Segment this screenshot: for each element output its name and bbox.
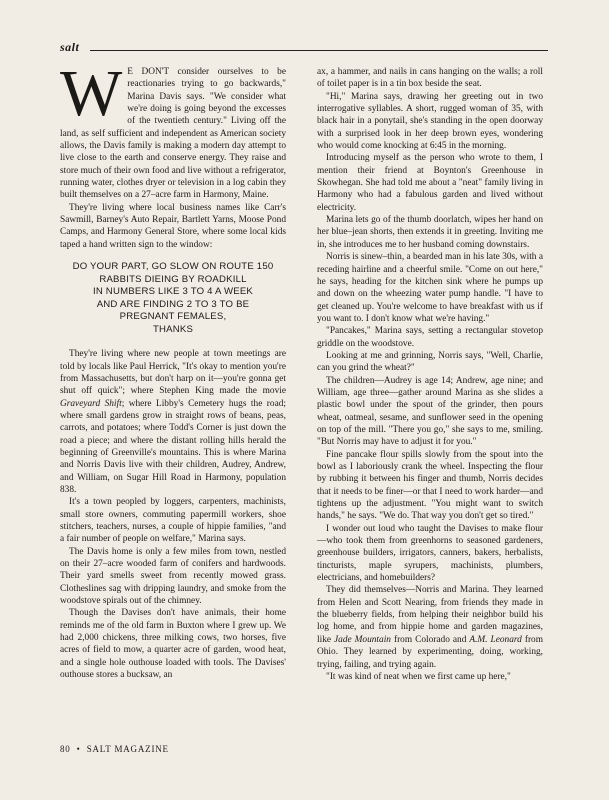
paragraph: They did themselves—Norris and Marina. They learned from Helen and Scott Nearing, from friends they made in the blueberry fields, from helping their neighbor build his log home, and from hippie home and garden magazines, like Jade Mountain from Colorado and A.M. Leonard from Ohio. They learned by experimenting, doing, working, trying, failing, and trying again. (317, 585, 543, 670)
footer-separator: • (76, 744, 81, 754)
page-number: 80 (60, 744, 71, 754)
sign-line: RABBITS DIEING BY ROADKILL (99, 273, 247, 285)
paragraph: The children—Audrey is age 14; Andrew, age nine; and William, age three—gather around Marina as she slides a plastic bowl under the spout of the grinder, then pours wheat, oatmeal, sesame, and sunflower seed in the opening on top of the mill. "There you go," she says to me, smiling. "But Norris may have to adjust it for you." (317, 375, 543, 448)
magazine-title: Jade Mountain (334, 634, 391, 645)
paragraph: "Pancakes," Marina says, setting a rectangular stovetop griddle on the woodstove. (317, 326, 543, 349)
paragraph: Fine pancake flour spills slowly from the spout into the bowl as I laboriously crank the wheel. Inspecting the flour by rubbing it between his finger and thumb, Norris decides that it needs to be finer—or that I need to work harder—and tightens up the adjustment. "You might want to switch hands," he says. "We do. That way you don't get so tired." (317, 449, 543, 522)
sign-line: DO YOUR PART, GO SLOW ON ROUTE 150 (72, 261, 274, 273)
paragraph: They're living where new people at town meetings are told by locals like Paul Herrick, "It's okay to mention you're from Massachusetts, but don't harp on it—you're gonna get shut off quick"; where Stephen King made the movie Graveyard Shift; where Libby's Cemetery hugs the road; where small gardens grow in straight rows of beans, peas, carrots, and potatoes; where Todd's Corner is just down the road a piece; and where the distant rolling hills herald the beginning of Greenville's mountains. This is where Marina and Norris Davis live with their children, Audrey, Andrew, and William, on Sugar Hill Road in Harmony, population 838. (60, 349, 286, 495)
right-column (317, 66, 543, 756)
drop-cap: W (60, 57, 123, 130)
paragraph: Though the Davises don't have animals, their home reminds me of the old farm in Buxton where I grew up. We had 2,000 chickens, three milking cows, two horses, five acres of field to mow, a quarter acre of garden, wood heat, and a single hole outhouse loaded with tools. The Davises' outhouse stores a bucksaw, an (60, 608, 286, 681)
paragraph: Norris is sinew–thin, a bearded man in his late 30s, with a receding hairline and a cheerful smile. "Come on out here," he says, heading for the kitchen sink where he pumps up and down on the wheezing water pump handle. "I have to get cleaned up. You're welcome to have breakfast with us if you want to. I don't know what we're having." (317, 252, 543, 324)
sign-line: THANKS (152, 323, 194, 335)
paragraph: I wonder out loud who taught the Davises to make flour—who took them from greenhorns to seasoned gardeners, greenhouse builders, irrigators, canners, bakers, herbalists, tincturists, maple syrupers, machinists, plumbers, electricians, and homebuilders? (317, 523, 543, 584)
paragraph: "It was kind of neat when we first came up here," (326, 671, 511, 682)
sign-line: AND ARE FINDING 2 TO 3 TO BE (96, 298, 250, 310)
paragraph: Marina lets go of the thumb doorlatch, wipes her hand on her blue–jean shorts, then extends it in greeting. Inviting me in, she introduces me to her husband coming downstairs. (317, 215, 543, 250)
paragraph: ax, a hammer, and nails in cans hanging on the walls; a roll of toilet paper is in a tin box beside the seat. (317, 67, 543, 90)
paragraph: Looking at me and grinning, Norris says, "Well, Charlie, can you grind the wheat?" (317, 350, 543, 374)
left-column (60, 57, 286, 718)
sign-line: IN NUMBERS LIKE 3 TO 4 A WEEK (92, 286, 254, 298)
page-footer (60, 744, 169, 754)
header-rule (90, 50, 548, 51)
paragraph: "Hi," Marina says, drawing her greeting out in two interrogative syllables. A short, rugged woman of 35, with black hair in a ponytail, she's standing in the open doorway with a surprised look in her deep brown eyes, wondering who would come knocking at 6:45 in the morning. (317, 91, 543, 152)
roadkill-sign-text (60, 261, 286, 336)
salt-logo: salt (60, 40, 80, 54)
paragraph: It's a town peopled by loggers, carpenters, machinists, small store owners, commuting papermill workers, shoe stitchers, teachers, nurses, a couple of hippie families, "and a fair number of people on welfare," Marina says. (60, 497, 286, 545)
magazine-name: SALT MAGAZINE (86, 744, 169, 754)
intro-paragraph: W E DON'T consider ourselves to be reactionaries trying to go backwards," Marina Davis says. "We consider what we're doing is going beyond the excesses of the twentieth century." Living off the land, as self sufficient and independent as American society allows, the Davis family is making a modern day attempt to live close to the earth and conserve energy. They raise and store much of their own food and live without a refrigerator, running water, clothes dryer or television in a log cabin they built themselves on a 27–acre farm in Harmony, Maine. (60, 57, 286, 201)
paragraph: Introducing myself as the person who wrote to them, I mention their friend at Boynton's Greenhouse in Skowhegan. She had told me about a "neat" family living in Harmony who had a fabulous garden and lived without electricity. (317, 153, 543, 213)
sign-line: PREGNANT FEMALES, (119, 311, 227, 323)
paragraph: The Davis home is only a few miles from town, nestled on their 27–acre wooded farm of conifers and hardwoods. Their yard smells sweet from recently mowed grass. Clotheslines sag with dripping laundry, and smoke from the woodstove spirals out of the chimney. (60, 546, 286, 607)
movie-title: Graveyard Shift (60, 398, 122, 409)
paragraph: They're living where local business names like Carr's Sawmill, Barney's Auto Repair, Bartlett Yarns, Moose Pond Camps, and Harmony General Store, where some local kids taped a hand written sign to the window: (60, 202, 286, 250)
magazine-title: A.M. Leonard (469, 634, 522, 645)
